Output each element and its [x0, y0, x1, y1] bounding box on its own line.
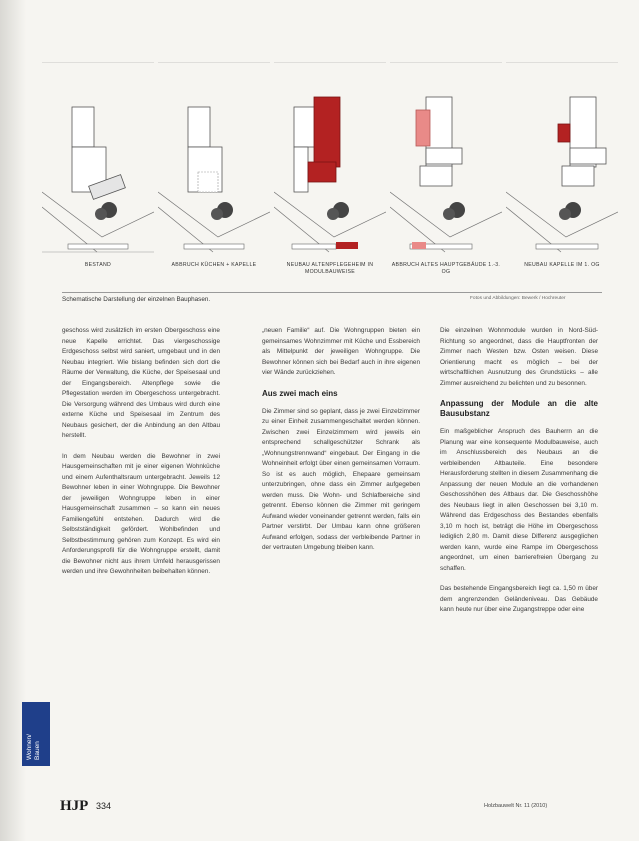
phase-label-2: ABBRUCH KÜCHEN + KAPELLE — [171, 262, 257, 268]
caption-rule — [62, 292, 602, 293]
figure-caption: Schematische Darstellung der einzelnen Bauphasen. — [62, 296, 211, 303]
phase-panel-2 — [158, 62, 270, 278]
phase-panel-1 — [42, 62, 154, 278]
phase-label-3: NEUBAU ALTENPFLEGEHEIM IN MODULBAUWEISE — [286, 262, 374, 275]
magazine-logo: HJP — [60, 798, 89, 814]
phase-drawing-4 — [390, 62, 502, 262]
page-number: 334 — [96, 801, 112, 811]
paragraph: Die Zimmer sind so geplant, dass je zwei Einzelzimmer zu einer Einheit zusammengeschaltet werden können. Zwischen zwei Einzelzimmern wird jeweils ein entsprechend schallgeschützter Schrank als „Wohnungstrennwand“ eingebaut. Der Eingang in die Wohneinheit erfolgt über einen gemeinsamen Vorraum. So ist es auch möglich, Ehepaare gemeinsam unterzubringen, ohne dass ein Zimmer aufgegeben werden muss. Die Wohn- und Schlafbereiche sind getrennt. Ebenso können die Zimmer mit geringem Aufwand wieder voneinander getrennt werden, falls ein Partner verstirbt. Der Umbau kann ohne größeren Aufwand erfolgen, sodass der verbleibende Partner in der vertrauten Umgebung bleiben kann. — [262, 407, 420, 551]
paragraph: „neuen Familie“ auf. Die Wohngruppen bieten ein gemeinsames Wohnzimmer mit Küche und Essbereich als Mittelpunkt der jeweiligen Wohngruppe. Die Bewohner können sich bei Bedarf auch in ihre eigenen vier Wände zurückziehen. — [262, 327, 420, 376]
issue-reference: Holzbauwelt Nr. 11 (2010) — [484, 803, 548, 809]
phase-drawing-1 — [42, 62, 154, 262]
phase-panel-3 — [274, 62, 386, 278]
section-heading: Anpassung der Module an die alte Bausubstanz — [440, 399, 598, 418]
phase-diagram-strip — [42, 62, 618, 278]
phase-label-5: NEUBAU KAPELLE IM 1. OG — [524, 262, 600, 268]
phase-label-1: BESTAND — [84, 262, 112, 268]
phase-panel-5 — [506, 62, 618, 278]
paragraph: geschoss wird zusätzlich im ersten Obergeschoss eine neue Kapelle errichtet. Das viergeschossige Erdgeschoss selbst wird saniert, umgebaut und in den Neubau integriert. Wie bislang befinden sich dort die Räume der Verwaltung, die Küche, der Speisesaal und der Eingangsbereich. Altenpflege sowie die Pflegestation werden im Obergeschoss untergebracht. Die Versorgung während des Umbaus wird durch eine externe Küche und Speisesaal im Zentrum des Neubaus gesichert, der die Anbindung an den Altbau herstellt. — [62, 327, 220, 439]
paragraph: Die einzelnen Wohnmodule wurden in Nord-Süd-Richtung so angeordnet, dass die Hauptfronten der Zimmer nach Westen bzw. Osten weisen. Diese Orientierung macht es möglich – bei der wirtschaftlichen Ausnutzung des Grundstücks – alle Zimmer ausreichend zu belichten und zu besonnen. — [440, 327, 598, 387]
section-tab — [22, 702, 50, 766]
phase-label-4: ABBRUCH ALTES HAUPTGEBÄUDE 1.-3. OG — [391, 262, 501, 275]
section-tab-label: Wohnen/ Bauen — [26, 734, 41, 760]
phase-drawing-5 — [506, 62, 618, 262]
phase-panel-4 — [390, 62, 502, 278]
text-column-1 — [62, 326, 220, 588]
section-heading: Aus zwei mach eins — [262, 388, 338, 398]
phase-drawing-2 — [158, 62, 270, 262]
paragraph: In dem Neubau werden die Bewohner in zwei Hausgemeinschaften mit je einer eigenen Wohnküche und einem Aufenthaltsraum untergebracht. Jeweils 12 Bewohner leben in einer Wohngruppe. Die Bewohner der jeweiligen Wohngruppe leben in einer Hausgemeinschaft zusammen – so kann ein neues Familiengefühl entstehen. Dadurch wird die Selbstständigkeit gefördert. Wohlbefinden und Selbstbestimmung gehören zum Konzept. Es wird ein Anforderungsprofil für die Wohngruppe erstellt, damit die Bewohner nicht aus ihrem Umfeld herausgerissen werden und ihre Gewohnheiten beibehalten können. — [62, 452, 220, 575]
text-column-2 — [262, 326, 420, 564]
paragraph: Das bestehende Eingangsbereich liegt ca. 1,50 m über dem angrenzenden Geländeniveau. Das Gebäude kann heute nur über eine Zugangstreppe oder eine — [440, 585, 598, 613]
photo-credit: Fotos und Abbildungen: Bewerk / Hochreuter — [470, 296, 566, 301]
paragraph: Ein maßgeblicher Anspruch des Bauherrn an die Planung war eine konsequente Modulbauweise, auch im Anschlussbereich des Neubaus an die verbleibenden Altbauteile. Eine besondere Herausforderung stellten in diesem Zusammenhang die Anpassung der neuen Module an die vorhandenen Geschosshöhen des Altbaus dar. Die Geschosshöhe des Neubaus liegt in allen Geschossen bei 3,10 m. Während das Erdgeschoss des Bestandes ebenfalls 3,10 m hoch ist, beträgt die Höhe im Obergeschoss lediglich 2,80 m. Damit diese Differenz ausgeglichen werden kann, wurde eine Rampe im Obergeschoss angeordnet, um einen barrierefreien Übergang zu schaffen. — [440, 428, 598, 572]
phase-drawing-3 — [274, 62, 386, 262]
text-column-3 — [440, 326, 598, 626]
